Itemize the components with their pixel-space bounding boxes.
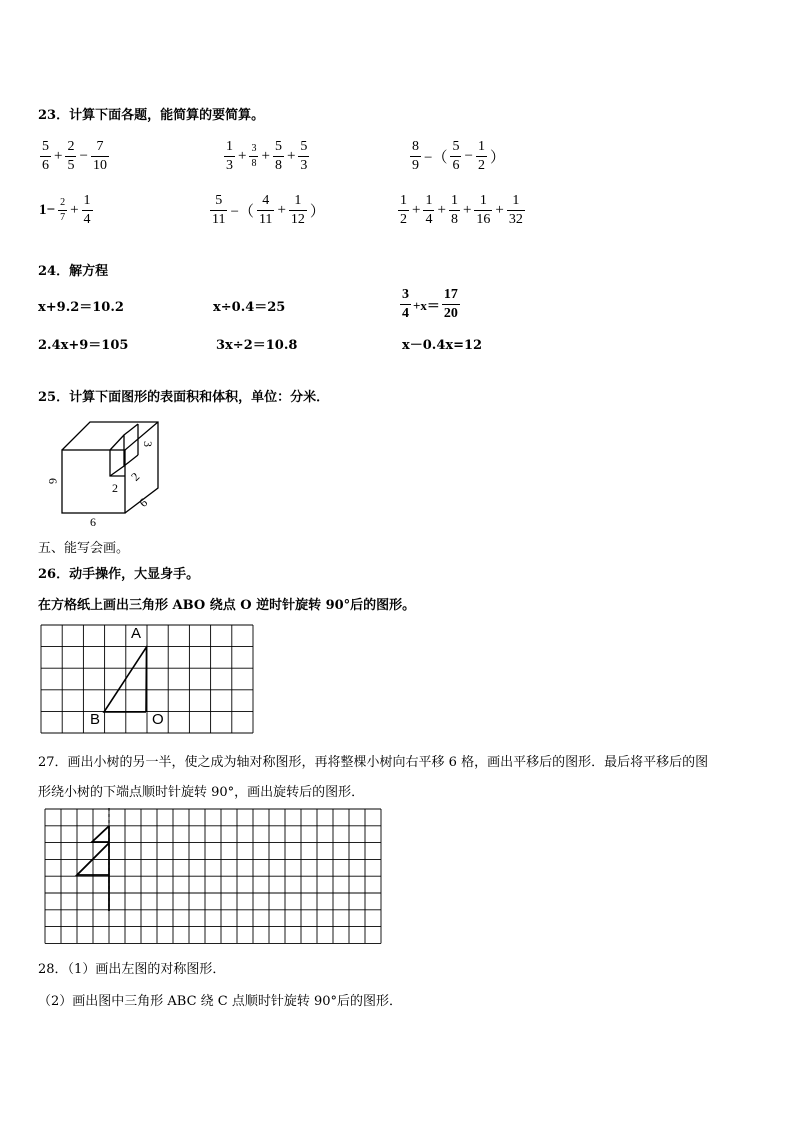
q25-label-bottom: 6	[90, 515, 96, 529]
q23-expr-4: 1− $\frac{2}{7}$ + $\frac{1}{4}$	[39, 193, 91, 227]
q25-heading: 25．计算下面图形的表面积和体积，单位：分米．	[38, 390, 330, 405]
q24-eq-5: 3x÷2＝10.8	[216, 338, 298, 353]
q23-expr-2: $\frac{1}{3}$ + $\frac{3}{8}$ + $\frac{5}{8}$ + $\frac{5}{3}$	[226, 139, 308, 173]
q25-label-notch-d: 2	[128, 469, 143, 484]
q28-text-line-2: （2）画出图中三角形 ABC 绕 C 点顺时针旋转 90°后的图形．	[38, 994, 403, 1009]
q26-triangle-abo	[104, 647, 147, 712]
q27-text-line-2: 形绕小树的下端点顺时针旋转 90°，画出旋转后的图形．	[38, 785, 365, 800]
q23-expr-3: $\frac{8}{9}$ −（ $\frac{5}{6}$ − $\frac{1}{2}$ ）	[412, 139, 505, 173]
q25-label-left: 6	[46, 478, 60, 484]
q27-grid	[44, 808, 384, 945]
q24-eq-1: x+9.2＝10.2	[38, 300, 124, 315]
q25-label-depth: 6	[136, 495, 151, 510]
q28-text-line-1: 28．（1）画出左图的对称图形．	[38, 962, 226, 977]
q24-eq-6: x－0.4x=12	[402, 338, 483, 353]
section-5-title: 五、能写会画。	[38, 541, 130, 556]
q24-heading: 24．解方程	[38, 264, 109, 279]
q27-text-line-1: 27．画出小树的另一半，使之成为轴对称图形，再将整棵小树向右平移 6 格，画出平移后的图形．最后将平移后的图	[38, 755, 709, 770]
q24-eq-2: x÷0.4＝25	[213, 300, 286, 315]
q24-eq-3: $\frac{3}{4}$ +x＝ $\frac{17}{20}$	[402, 287, 458, 321]
q26-label-o: O	[152, 711, 164, 728]
q26-label-b: B	[90, 711, 101, 728]
q25-cube-figure	[40, 410, 170, 530]
q26-label-a: A	[131, 625, 142, 642]
q26-heading: 26．动手操作，大显身手。	[38, 567, 200, 582]
q25-label-notch-w: 2	[112, 481, 118, 495]
q23-heading: 23．计算下面各题，能简算的要简算。	[38, 108, 265, 123]
q23-expr-1: $\frac{5}{6}$ + $\frac{2}{5}$ − $\frac{7}{10}$	[42, 139, 107, 173]
q23-expr-5: $\frac{5}{11}$ −（ $\frac{4}{11}$ + $\frac{1}{12}$ ）	[212, 193, 325, 227]
q26-grid	[40, 624, 255, 734]
q26-instruction: 在方格纸上画出三角形 ABO 绕点 O 逆时针旋转 90°后的图形。	[38, 598, 416, 613]
q25-label-notch-h: 3	[141, 441, 155, 447]
q24-eq-4: 2.4x+9＝105	[38, 338, 129, 353]
q23-expr-6: $\frac{1}{2}$ + $\frac{1}{4}$ + $\frac{1}{8}$ + $\frac{1}{16}$ + $\frac{1}{32}$	[400, 193, 523, 227]
